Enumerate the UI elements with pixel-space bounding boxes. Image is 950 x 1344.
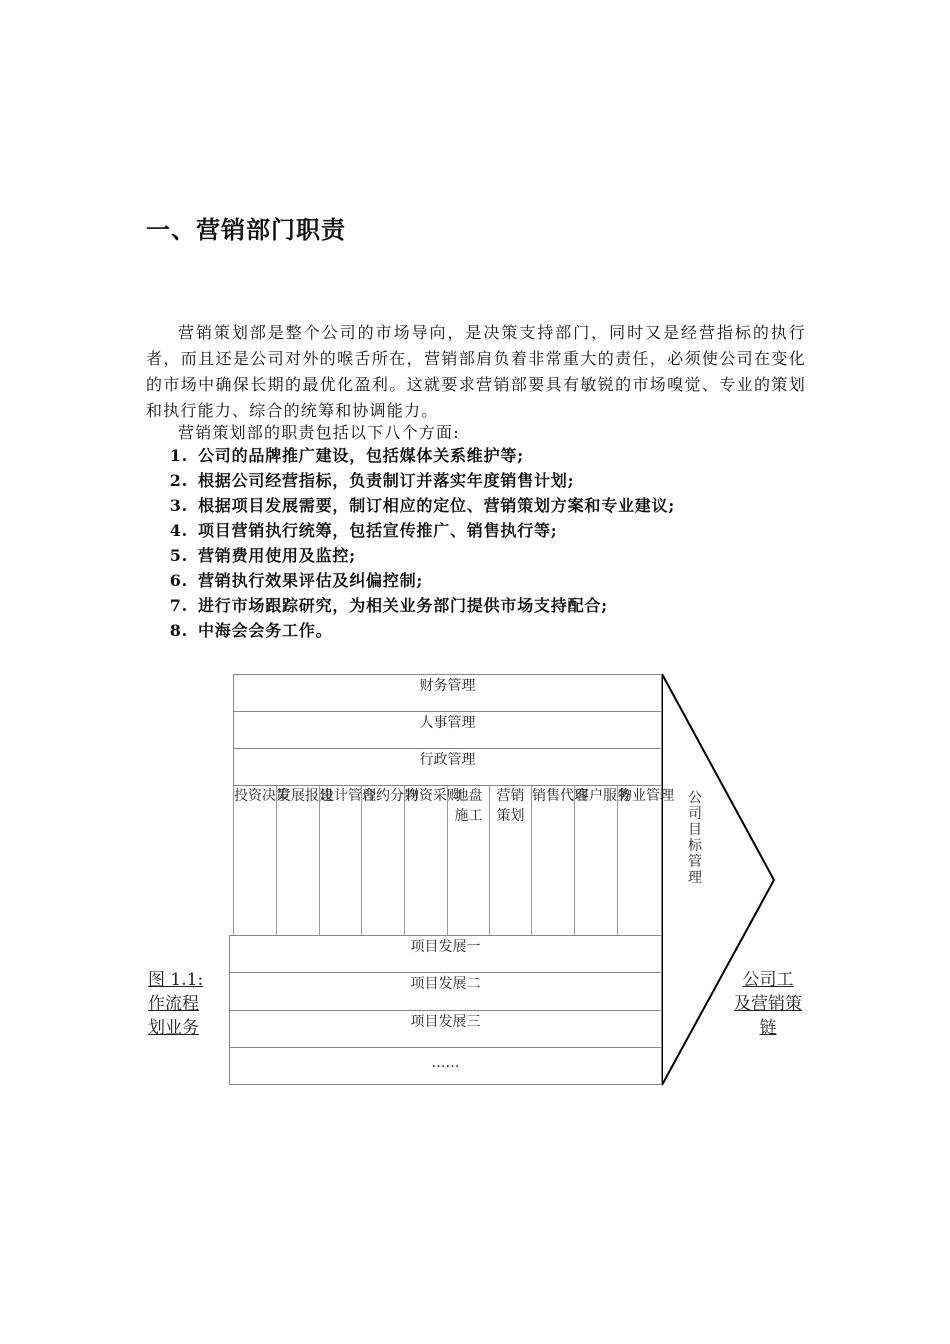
page-heading: 一、营销部门职责 [146,216,346,244]
column-item: 销售代理 [531,786,574,936]
duty-item: 1. 公司的品牌推广建设，包括媒体关系维护等; [169,446,524,465]
column-item: 营销 策划 [489,786,531,936]
arrow-label: 公 司 目 标 管 理 [688,790,702,886]
figure-caption-left: 图 1.1: 作流程 划业务 [148,970,204,1038]
bottom-box-project-3: 项目发展三 [229,1010,662,1048]
duty-item: 3. 根据项目发展需要，制订相应的定位、营销策划方案和专业建议; [169,496,676,515]
top-box-admin: 行政管理 [233,748,662,786]
intro-paragraph: 营销策划部是整个公司的市场导向，是决策支持部门，同时又是经营指标的执行者，而且还是公司对外的喉舌所在，营销部肩负着非常重大的责任，必须使公司在变化的市场中确保长期的最优化盈利。这就要求营销部要具有敏锐的市场嗅觉、专业的策划和执行能力、综合的统筹和协调能力。 [146,323,806,420]
column-item: 投资决策 [233,786,276,936]
duty-item: 7. 进行市场跟踪研究，为相关业务部门提供市场支持配合; [169,596,608,615]
column-item: 设计管理 [319,786,361,936]
top-box-finance: 财务管理 [233,674,662,712]
duty-item: 6. 营销执行效果评估及纠偏控制; [169,571,424,590]
duties-lead: 营销策划部的职责包括以下八个方面: [178,423,460,442]
bottom-box-project-1: 项目发展一 [229,935,662,973]
duty-item: 8. 中海会会务工作。 [169,621,333,640]
bottom-box-ellipsis: …… [229,1047,662,1085]
top-box-hr: 人事管理 [233,711,662,749]
column-item: 发展报建 [276,786,319,936]
column-item: 客户服务 [574,786,617,936]
column-item: 合约分判 [361,786,404,936]
column-item: 地盘 施工 [447,786,489,936]
column-item: 物资采购 [404,786,447,936]
bottom-box-project-2: 项目发展二 [229,972,662,1011]
column-item: 物业管理 [617,786,662,936]
duty-item: 5. 营销费用使用及监控; [169,546,356,565]
duty-item: 2. 根据公司经营指标，负责制订并落实年度销售计划; [169,471,575,490]
figure-caption-right: 公司工 及营销策 链 [734,970,802,1038]
duty-item: 4. 项目营销执行统筹，包括宣传推广、销售执行等; [169,521,558,540]
